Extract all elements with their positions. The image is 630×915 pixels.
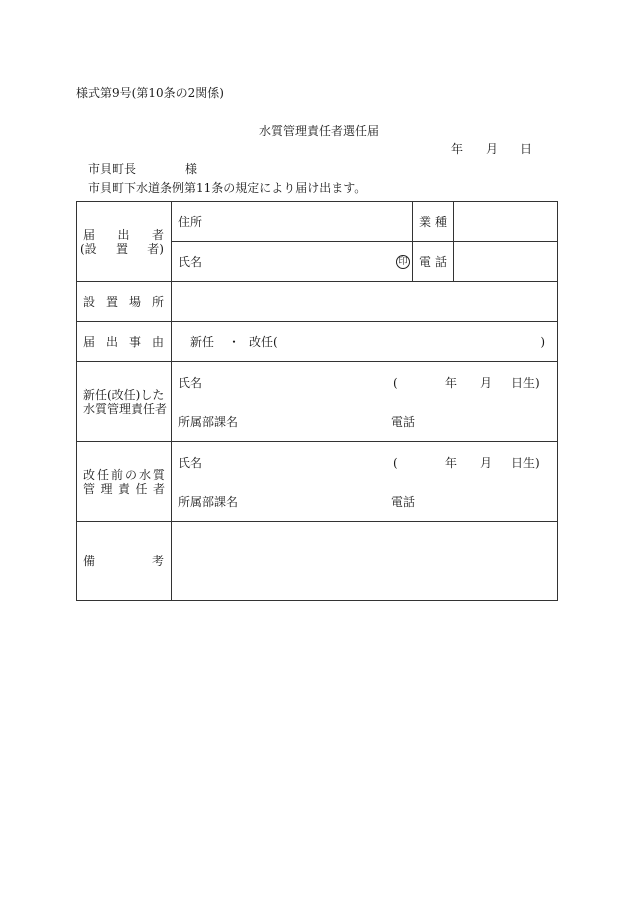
industry-label-cell	[413, 202, 454, 242]
reason-field[interactable]	[172, 322, 558, 362]
form-table	[76, 201, 558, 601]
location-label-char: 場	[128, 294, 141, 309]
form-number: 様式第9号(第10条の2関係)	[76, 86, 224, 100]
location-label-char: 所	[151, 294, 164, 309]
new-manager-name-label: 氏名	[178, 376, 203, 390]
separator-dot: ・	[228, 335, 241, 349]
reason-label-char: 事	[128, 334, 141, 349]
prev-manager-field[interactable]	[172, 442, 558, 522]
prev-manager-name-label: 氏名	[178, 456, 203, 470]
location-label-char: 置	[105, 294, 118, 309]
addressee: 市貝町長	[88, 162, 137, 176]
address-label: 住所	[178, 214, 203, 229]
honorific: 様	[185, 162, 198, 176]
applicant-phone-field[interactable]	[454, 242, 558, 282]
prev-manager-label-char: 理	[100, 481, 113, 496]
prev-manager-label-char: 改	[83, 467, 96, 482]
applicant-label-cell	[77, 202, 172, 282]
new-manager-birth-year: 年	[445, 376, 458, 390]
phone-label-char: 話	[434, 254, 447, 269]
change-option[interactable]: 改任(	[249, 335, 278, 349]
applicant-label-char: 者)	[147, 241, 164, 256]
industry-label-char: 業	[419, 214, 432, 229]
prev-manager-label-char: 任	[96, 467, 109, 482]
applicant-label-char: 者	[151, 227, 164, 242]
prev-manager-phone-label: 電話	[391, 495, 416, 509]
prev-manager-birth-year: 年	[445, 456, 458, 470]
name-label: 氏名	[178, 254, 203, 269]
new-manager-field[interactable]	[172, 362, 558, 442]
phone-label-cell	[413, 242, 454, 282]
form-title: 水質管理責任者選任届	[259, 124, 380, 138]
location-label-cell	[77, 282, 172, 322]
prev-manager-label-cell	[77, 442, 172, 522]
new-manager-birth-day: 日生)	[511, 376, 540, 390]
remarks-label-cell	[77, 522, 172, 601]
remarks-label-char: 備	[83, 554, 96, 568]
date-day-label: 日	[520, 142, 533, 156]
date-year-label: 年	[451, 142, 464, 156]
remarks-label-char: 考	[151, 554, 164, 568]
new-manager-label-line2: 水質管理責任者	[83, 401, 168, 416]
new-appointment-option[interactable]: 新任	[190, 335, 215, 349]
prev-manager-label-char: 管	[83, 481, 96, 496]
applicant-label-char: 置	[115, 241, 128, 256]
reason-label-char: 届	[83, 334, 96, 349]
new-manager-phone-label: 電話	[391, 415, 416, 429]
new-manager-label-line1: 新任(改任)した	[83, 387, 165, 402]
industry-label-char: 種	[434, 214, 447, 229]
reason-label-char: 出	[105, 334, 118, 349]
prev-manager-dept-label: 所属部課名	[178, 495, 239, 509]
location-label-char: 設	[83, 294, 96, 309]
applicant-label-char: 出	[117, 227, 130, 242]
seal-mark: 印	[396, 255, 410, 269]
prev-manager-birth-month: 月	[480, 456, 493, 470]
prev-manager-label-char: 任	[135, 481, 148, 496]
new-manager-label-cell	[77, 362, 172, 442]
prev-manager-label-char: 前	[110, 467, 123, 482]
change-close-paren: )	[540, 335, 545, 349]
prev-manager-label-char: 質	[152, 467, 165, 482]
date-month-label: 月	[486, 142, 499, 156]
prev-manager-label-char: の	[124, 467, 137, 482]
reason-label-char: 由	[151, 334, 164, 349]
remarks-field[interactable]	[172, 522, 558, 601]
reason-label-cell	[77, 322, 172, 362]
phone-label-char: 電	[419, 254, 432, 269]
prev-manager-birth-day: 日生)	[511, 456, 540, 470]
applicant-label-char: (設	[80, 241, 97, 256]
statement: 市貝町下水道条例第11条の規定により届け出ます。	[88, 181, 367, 195]
new-manager-dept-label: 所属部課名	[178, 415, 239, 429]
new-manager-birth-month: 月	[480, 376, 493, 390]
prev-manager-birth-open: (	[393, 456, 398, 470]
industry-field[interactable]	[454, 202, 558, 242]
prev-manager-label-char: 責	[117, 481, 130, 496]
applicant-address-field[interactable]	[172, 202, 413, 242]
applicant-label-char: 届	[83, 227, 96, 242]
prev-manager-label-char: 者	[152, 481, 165, 496]
new-manager-birth-open: (	[393, 376, 398, 390]
location-field[interactable]	[172, 282, 558, 322]
prev-manager-label-char: 水	[138, 467, 151, 482]
applicant-name-field[interactable]	[172, 242, 413, 282]
